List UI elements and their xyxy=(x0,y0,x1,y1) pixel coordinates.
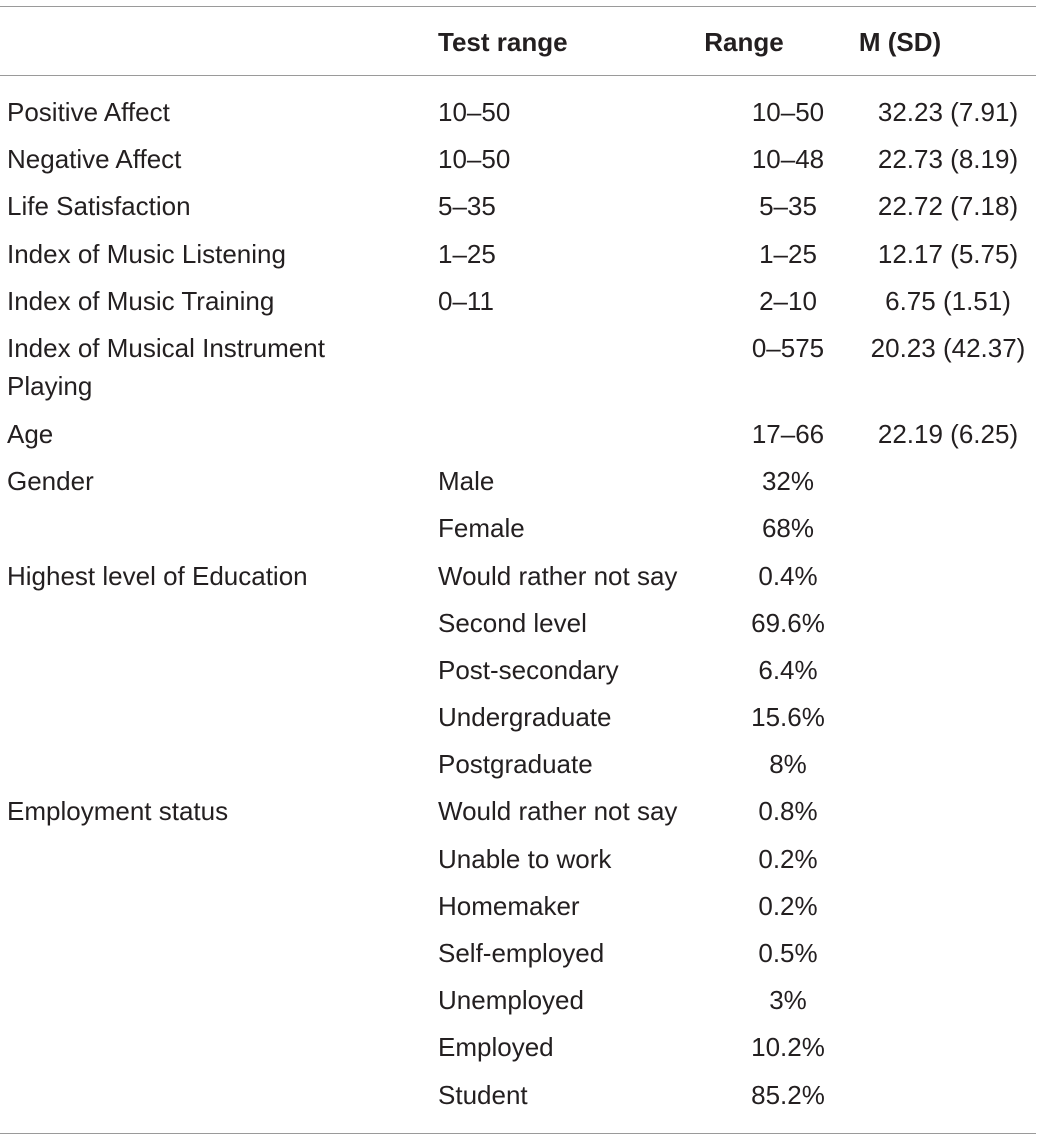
row-m-sd: 22.19 (6.25) xyxy=(877,418,1019,449)
row-test-range: 10–50 xyxy=(438,97,511,127)
table-row xyxy=(0,694,1040,741)
row-range: 5–35 xyxy=(759,191,817,222)
table-row xyxy=(0,89,1040,136)
row-test-range: Homemaker xyxy=(438,890,580,921)
table-row xyxy=(0,183,1040,230)
row-range: 0–575 xyxy=(751,332,825,363)
row-test-range: Student xyxy=(438,1079,528,1110)
row-range: 6.4% xyxy=(758,654,818,685)
row-range: 69.6% xyxy=(751,607,825,638)
row-m-sd: 12.17 (5.75) xyxy=(877,238,1019,269)
table-row xyxy=(0,977,1040,1024)
row-range: 8% xyxy=(769,749,807,780)
row-test-range: Female xyxy=(438,513,525,544)
row-m-sd: 6.75 (1.51) xyxy=(885,285,1011,316)
table-row xyxy=(0,883,1040,930)
table-row xyxy=(0,136,1040,183)
row-test-range: Self-employed xyxy=(438,938,605,968)
table-row xyxy=(0,930,1040,977)
table-row xyxy=(0,1024,1040,1071)
row-range: 0.2% xyxy=(758,890,818,921)
row-range: 68% xyxy=(761,513,815,544)
row-label: Index of Music Training xyxy=(7,285,275,316)
row-range: 2–10 xyxy=(759,285,817,316)
row-m-sd: 20.23 (42.37) xyxy=(870,332,1026,363)
row-label: Age xyxy=(7,418,54,449)
row-label: Positive Affect xyxy=(7,97,170,127)
row-test-range: Unable to work xyxy=(438,843,612,874)
row-test-range: Postgraduate xyxy=(438,749,593,780)
row-test-range: 10–50 xyxy=(438,144,511,175)
header-divider-rule xyxy=(0,75,1036,76)
table-row xyxy=(0,553,1040,600)
table-row xyxy=(0,788,1040,835)
row-m-sd: 32.23 (7.91) xyxy=(877,97,1019,127)
row-range: 0.8% xyxy=(758,796,818,827)
table-top-rule xyxy=(0,6,1036,7)
header-range: Range xyxy=(704,27,784,57)
header-m-sd: M (SD) xyxy=(858,27,942,57)
table-row xyxy=(0,505,1040,552)
header-test-range: Test range xyxy=(438,27,568,57)
row-test-range: Male xyxy=(438,466,495,497)
row-test-range: 5–35 xyxy=(438,191,496,222)
table-row xyxy=(0,600,1040,647)
row-range: 10.2% xyxy=(751,1032,825,1063)
row-range: 15.6% xyxy=(751,702,825,733)
row-label: Highest level of Education xyxy=(7,560,308,591)
row-range: 85.2% xyxy=(751,1079,825,1110)
row-range: 0.5% xyxy=(758,938,818,968)
table-row xyxy=(0,411,1040,458)
table-row xyxy=(0,741,1040,788)
row-label: Index of Musical Instrument Playing xyxy=(7,332,325,401)
row-range: 1–25 xyxy=(759,238,817,269)
table-body xyxy=(0,89,1040,1119)
table-row xyxy=(0,1072,1040,1119)
row-m-sd: 22.72 (7.18) xyxy=(877,191,1019,222)
row-range: 32% xyxy=(761,466,815,497)
table-bottom-rule xyxy=(0,1133,1036,1134)
row-test-range: Post-secondary xyxy=(438,654,619,685)
table-row xyxy=(0,647,1040,694)
table-row xyxy=(0,278,1040,325)
row-test-range: 0–11 xyxy=(438,285,494,316)
row-test-range: Unemployed xyxy=(438,985,584,1016)
row-test-range: Second level xyxy=(438,607,587,638)
row-range: 10–48 xyxy=(751,144,825,175)
row-test-range: Employed xyxy=(438,1032,554,1063)
row-label: Gender xyxy=(7,466,94,497)
table-row xyxy=(0,836,1040,883)
row-range: 17–66 xyxy=(751,418,825,449)
row-label: Employment status xyxy=(7,796,229,827)
table-row xyxy=(0,325,1040,411)
table-row xyxy=(0,458,1040,505)
row-test-range: Would rather not say xyxy=(438,796,678,827)
row-label: Index of Music Listening xyxy=(7,238,286,269)
row-range: 0.2% xyxy=(758,843,818,874)
row-test-range: 1–25 xyxy=(438,238,496,269)
table-row xyxy=(0,231,1040,278)
row-m-sd: 22.73 (8.19) xyxy=(877,144,1019,175)
row-test-range: Undergraduate xyxy=(438,702,612,733)
row-label: Negative Affect xyxy=(7,144,182,175)
row-range: 0.4% xyxy=(758,560,818,591)
row-label: Life Satisfaction xyxy=(7,191,191,222)
row-range: 3% xyxy=(769,985,807,1016)
row-range: 10–50 xyxy=(751,97,825,127)
row-test-range: Would rather not say xyxy=(438,560,678,591)
